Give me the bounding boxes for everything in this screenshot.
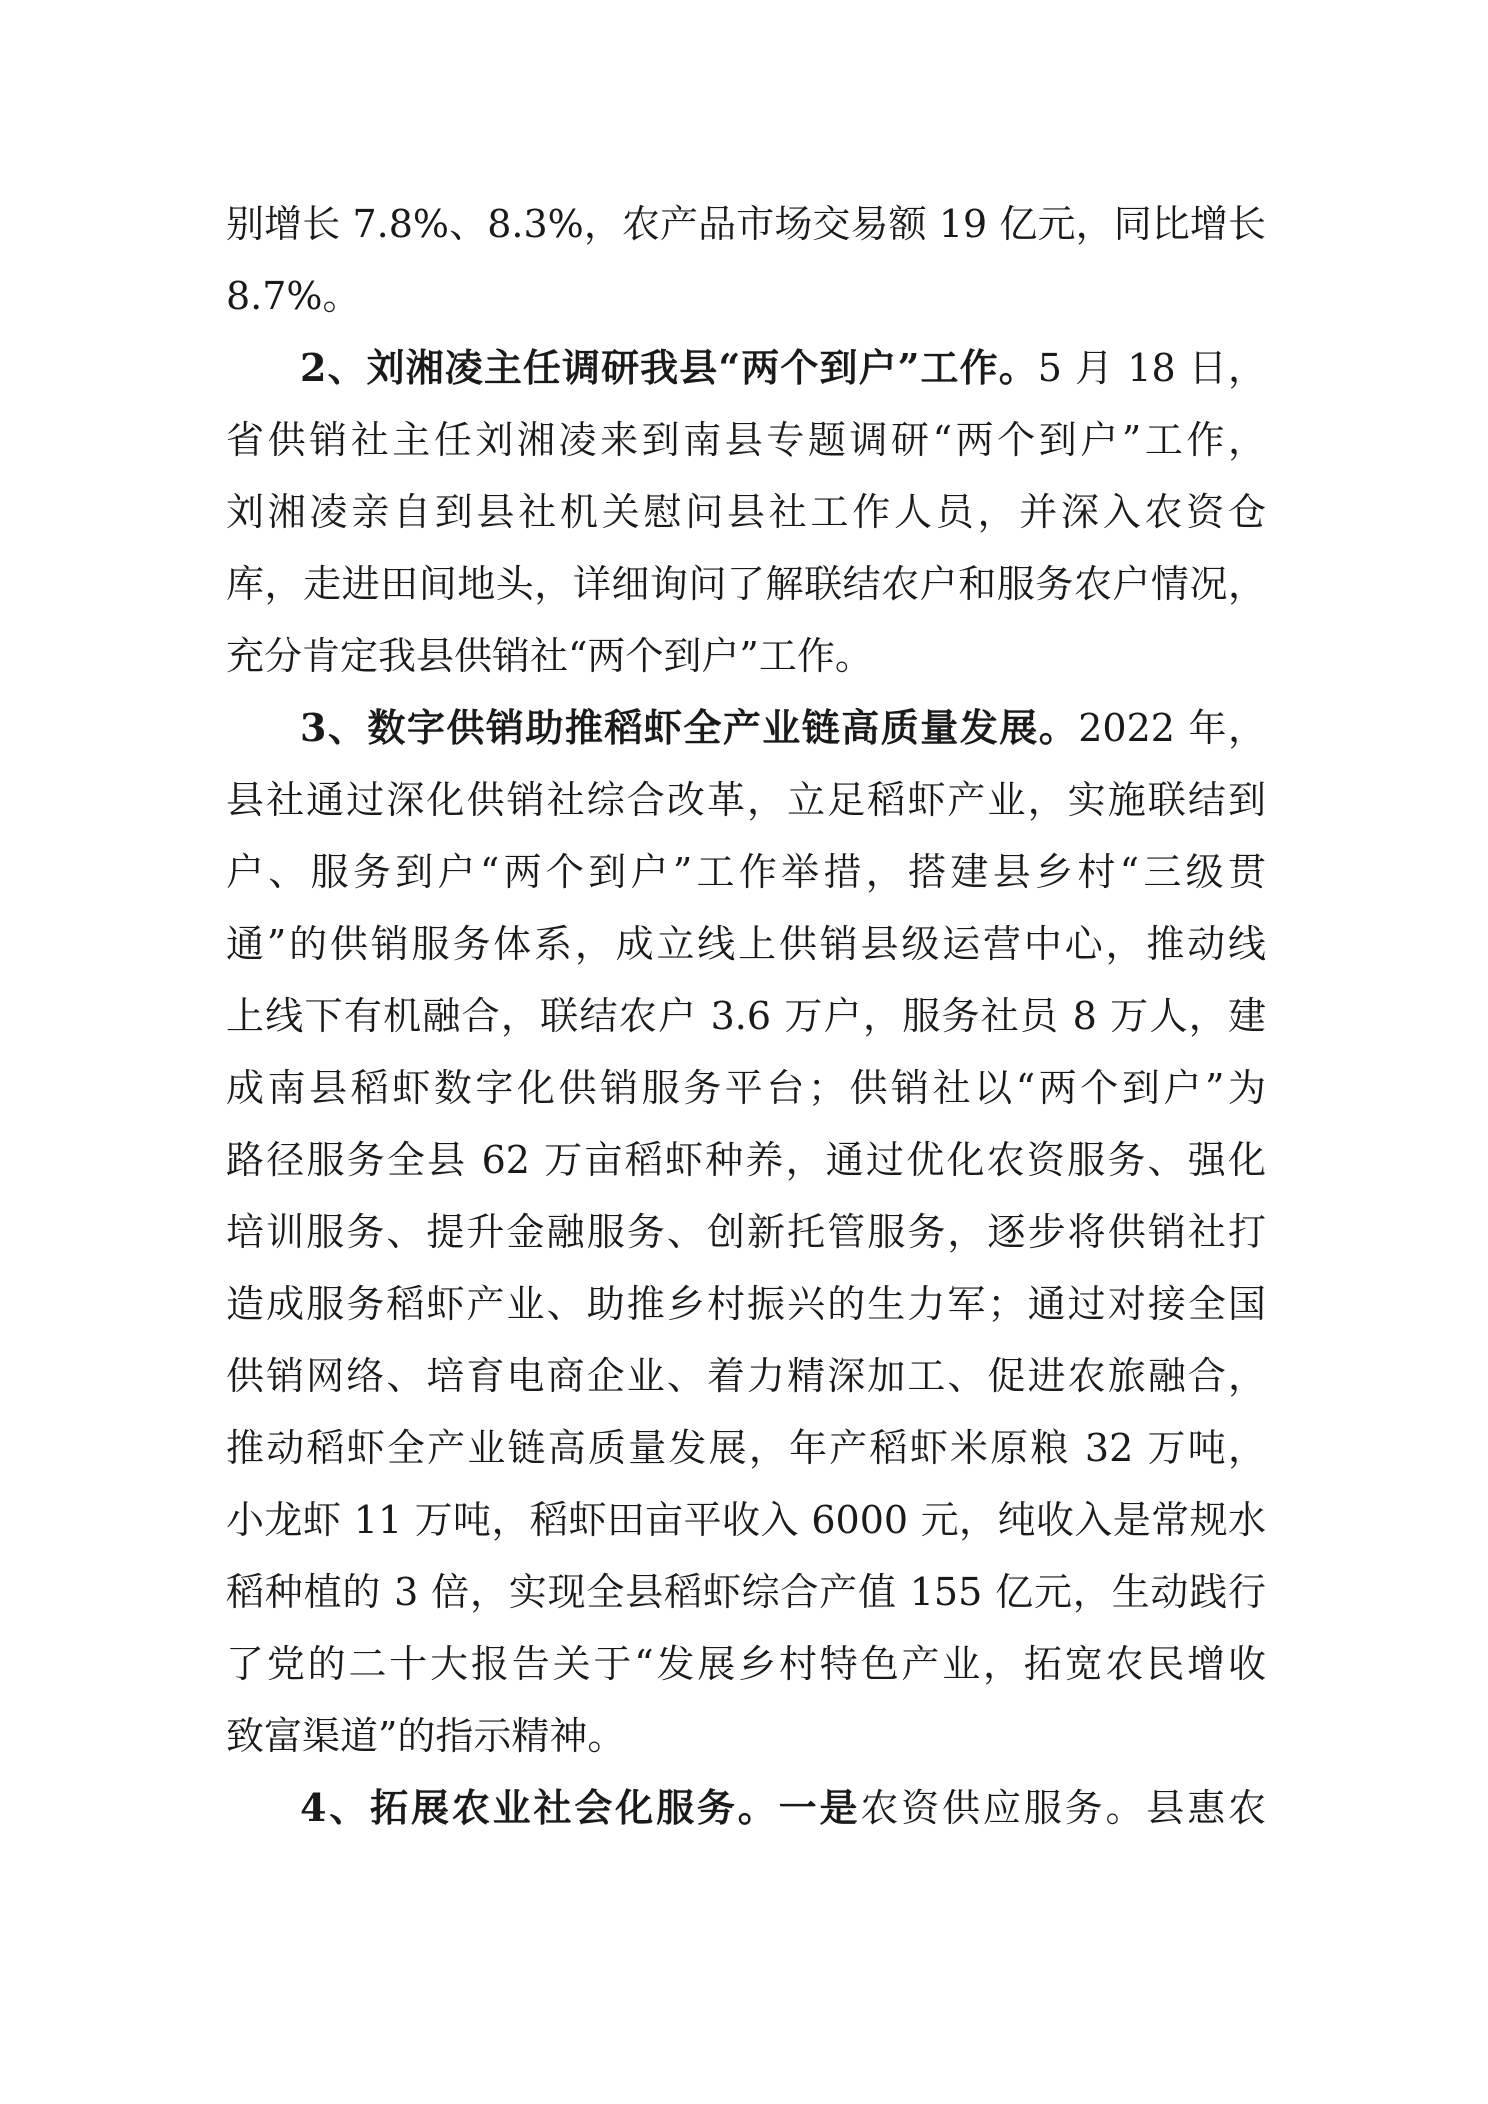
line-text: 5 月 18 日， (1037, 346, 1266, 390)
section-heading: 3、数字供销助推稻虾全产业链高质量发展。 (300, 705, 1079, 750)
paragraph-2-line-5 (226, 628, 1266, 684)
paragraph-3-line-3 (226, 844, 1266, 900)
line-text: 别增长 7.8%、8.3%，农产品市场交易额 19 亿元，同比增长 (226, 202, 1266, 246)
paragraph-2-line-2 (226, 412, 1266, 468)
paragraph-3-line-11 (226, 1420, 1266, 1476)
paragraph-2-heading-line (300, 340, 1266, 396)
section-heading: 2、刘湘凌主任调研我县“两个到户”工作。 (300, 345, 1038, 390)
paragraph-3-line-9 (226, 1276, 1266, 1332)
line-text: 8.7%。 (226, 274, 361, 318)
paragraph-3-line-14 (226, 1636, 1266, 1692)
line-text: 户、服务到户“两个到户”工作举措，搭建县乡村“三级贯 (226, 850, 1266, 894)
section-heading: 4、拓展农业社会化服务。一是 (300, 1785, 861, 1830)
paragraph-3-line-8 (226, 1204, 1266, 1260)
paragraph-3-line-10 (226, 1348, 1266, 1404)
paragraph-3-line-2 (226, 772, 1266, 828)
line-text: 了党的二十大报告关于“发展乡村特色产业，拓宽农民增收 (226, 1642, 1266, 1686)
paragraph-3-line-15 (226, 1708, 1266, 1764)
paragraph-3-heading-line (300, 700, 1266, 756)
line-text: 路径服务全县 62 万亩稻虾种养，通过优化农资服务、强化 (226, 1138, 1266, 1182)
line-text: 农资供应服务。县惠农 (860, 1786, 1266, 1830)
paragraph-3-line-6 (226, 1060, 1266, 1116)
line-text: 培训服务、提升金融服务、创新托管服务，逐步将供销社打 (226, 1210, 1266, 1254)
line-text: 刘湘凌亲自到县社机关慰问县社工作人员，并深入农资仓 (226, 490, 1266, 534)
line-text: 造成服务稻虾产业、助推乡村振兴的生力军；通过对接全国 (226, 1282, 1266, 1326)
line-text: 县社通过深化供销社综合改革，立足稻虾产业，实施联结到 (226, 778, 1266, 822)
line-text: 库，走进田间地头，详细询问了解联结农户和服务农户情况， (226, 562, 1266, 606)
paragraph-3-line-12 (226, 1492, 1266, 1548)
line-text: 供销网络、培育电商企业、着力精深加工、促进农旅融合， (226, 1354, 1266, 1398)
paragraph-3-line-5 (226, 988, 1266, 1044)
paragraph-1-line-2 (226, 268, 1266, 324)
line-text: 充分肯定我县供销社“两个到户”工作。 (226, 634, 873, 678)
line-text: 2022 年， (1078, 706, 1266, 750)
line-text: 成南县稻虾数字化供销服务平台；供销社以“两个到户”为 (226, 1066, 1266, 1110)
line-text: 稻种植的 3 倍，实现全县稻虾综合产值 155 亿元，生动践行 (226, 1570, 1266, 1614)
line-text: 小龙虾 11 万吨，稻虾田亩平收入 6000 元，纯收入是常规水 (226, 1498, 1266, 1542)
paragraph-3-line-13 (226, 1564, 1266, 1620)
paragraph-3-line-7 (226, 1132, 1266, 1188)
paragraph-1-line-1 (226, 196, 1266, 252)
line-text: 推动稻虾全产业链高质量发展，年产稻虾米原粮 32 万吨， (226, 1426, 1266, 1470)
paragraph-4-heading-line (300, 1780, 1266, 1836)
line-text: 省供销社主任刘湘凌来到南县专题调研“两个到户”工作， (226, 418, 1266, 462)
line-text: 致富渠道”的指示精神。 (226, 1714, 626, 1758)
paragraph-2-line-4 (226, 556, 1266, 612)
line-text: 通”的供销服务体系，成立线上供销县级运营中心，推动线 (226, 922, 1266, 966)
paragraph-2-line-3 (226, 484, 1266, 540)
line-text: 上线下有机融合，联结农户 3.6 万户，服务社员 8 万人，建 (226, 994, 1266, 1038)
paragraph-3-line-4 (226, 916, 1266, 972)
